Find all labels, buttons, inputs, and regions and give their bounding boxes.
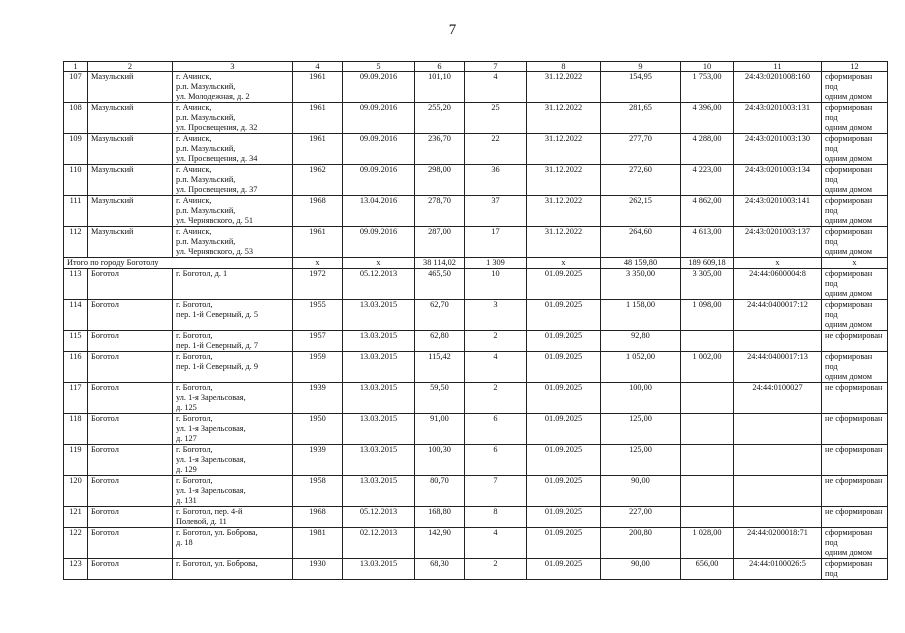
cell-land-area: 125,00 [601,445,681,476]
cell-cadastral-value [681,331,734,352]
cell-land-area: 125,00 [601,414,681,445]
column-header-3: 3 [173,62,293,72]
cell-residents-count: 6 [465,445,527,476]
cell-address: г. Ачинск, р.п. Мазульский, ул. Просвещения, д. 32 [173,103,293,134]
cell-land-status: не сформирован [822,507,888,528]
table-row [64,103,888,134]
cell-cadastral-number: 24:44:0100026:5 [734,559,822,580]
cell-address: г. Боготол, пер. 1-й Северный, д. 7 [173,331,293,352]
cell-row-number: 122 [64,528,88,559]
cell-row-number: 119 [64,445,88,476]
cell-residents-count: 36 [465,165,527,196]
cell-living-area: 62,80 [415,331,465,352]
cell-land-status: не сформирован [822,445,888,476]
cell-row-number: 109 [64,134,88,165]
cell-address: г. Ачинск, р.п. Мазульский, ул. Просвещения, д. 37 [173,165,293,196]
cell-address: г. Боготол, ул. 1-я Зарельсовая, д. 125 [173,383,293,414]
cell-land-area: 1 158,00 [601,300,681,331]
cell-residents-count: 37 [465,196,527,227]
cell-cadastral-value [681,507,734,528]
cell-residents-count: 6 [465,414,527,445]
cell-resettlement-deadline: 01.09.2025 [527,476,601,507]
cell-row-number: 113 [64,269,88,300]
table-row [64,476,888,507]
cell-land-status: сформирован под одним домом [822,528,888,559]
cell-land-area: 227,00 [601,507,681,528]
cell-land-area: 264,60 [601,227,681,258]
cell-recognition-date: 13.03.2015 [343,331,415,352]
cell-land-area: 281,65 [601,103,681,134]
cell-recognition-date: 13.04.2016 [343,196,415,227]
cell-resettlement-deadline: 01.09.2025 [527,269,601,300]
subtotal-cell-c10: 189 609,18 [681,258,734,269]
cell-resettlement-deadline: 31.12.2022 [527,165,601,196]
column-header-5: 5 [343,62,415,72]
cell-residents-count: 10 [465,269,527,300]
cell-year-built: 1955 [293,300,343,331]
cell-residents-count: 17 [465,227,527,258]
table-row [64,445,888,476]
cell-land-status: не сформирован [822,383,888,414]
cell-land-status: сформирован под одним домом [822,196,888,227]
cell-cadastral-number [734,445,822,476]
subtotal-label: Итого по городу Боготолу [64,258,293,269]
cell-residents-count: 22 [465,134,527,165]
cell-cadastral-value: 4 396,00 [681,103,734,134]
cell-row-number: 118 [64,414,88,445]
cell-cadastral-number [734,414,822,445]
cell-cadastral-value [681,445,734,476]
cell-district: Боготол [88,352,173,383]
cell-row-number: 116 [64,352,88,383]
cell-living-area: 91,00 [415,414,465,445]
table-row [64,196,888,227]
cell-district: Боготол [88,300,173,331]
table-row [64,331,888,352]
cell-recognition-date: 13.03.2015 [343,559,415,580]
cell-recognition-date: 05.12.2013 [343,269,415,300]
cell-cadastral-value: 1 753,00 [681,72,734,103]
cell-cadastral-number [734,331,822,352]
cell-district: Мазульский [88,196,173,227]
cell-district: Боготол [88,383,173,414]
cell-row-number: 112 [64,227,88,258]
cell-cadastral-value: 4 288,00 [681,134,734,165]
table-row [64,165,888,196]
cell-land-status: сформирован под одним домом [822,227,888,258]
cell-resettlement-deadline: 31.12.2022 [527,134,601,165]
cell-recognition-date: 13.03.2015 [343,352,415,383]
cell-land-status: сформирован под одним домом [822,72,888,103]
table-row [64,72,888,103]
cell-address: г. Боготол, пер. 1-й Северный, д. 5 [173,300,293,331]
cell-district: Боготол [88,445,173,476]
column-header-9: 9 [601,62,681,72]
cell-cadastral-number: 24:44:0400017:12 [734,300,822,331]
cell-cadastral-value: 1 002,00 [681,352,734,383]
cell-year-built: 1961 [293,72,343,103]
cell-recognition-date: 13.03.2015 [343,476,415,507]
cell-cadastral-number: 24:44:0100027 [734,383,822,414]
cell-address: г. Ачинск, р.п. Мазульский, ул. Молодежная, д. 2 [173,72,293,103]
cell-cadastral-number: 24:44:0400017:13 [734,352,822,383]
cell-address: г. Боготол, пер. 4-й Полевой, д. 11 [173,507,293,528]
cell-residents-count: 4 [465,72,527,103]
cell-address: г. Ачинск, р.п. Мазульский, ул. Чернявского, д. 51 [173,196,293,227]
column-header-6: 6 [415,62,465,72]
cell-land-status: сформирован под одним домом [822,352,888,383]
cell-district: Боготол [88,331,173,352]
cell-land-status: сформирован под одним домом [822,134,888,165]
cell-address: г. Ачинск, р.п. Мазульский, ул. Чернявского, д. 53 [173,227,293,258]
cell-land-status: не сформирован [822,476,888,507]
cell-year-built: 1961 [293,134,343,165]
cell-land-area: 272,60 [601,165,681,196]
subtotal-cell-c5: х [343,258,415,269]
cell-district: Мазульский [88,165,173,196]
cell-living-area: 115,42 [415,352,465,383]
cell-land-status: сформирован под одним домом [822,300,888,331]
cell-cadastral-value: 4 223,00 [681,165,734,196]
cell-row-number: 110 [64,165,88,196]
cell-year-built: 1968 [293,507,343,528]
cell-residents-count: 2 [465,331,527,352]
cell-year-built: 1958 [293,476,343,507]
cell-cadastral-number: 24:43:0201003:134 [734,165,822,196]
cell-living-area: 142,90 [415,528,465,559]
housing-table [63,61,888,580]
cell-living-area: 101,10 [415,72,465,103]
cell-land-area: 154,95 [601,72,681,103]
cell-year-built: 1959 [293,352,343,383]
cell-resettlement-deadline: 01.09.2025 [527,383,601,414]
cell-land-area: 90,00 [601,476,681,507]
column-header-2: 2 [88,62,173,72]
table-row [64,383,888,414]
cell-resettlement-deadline: 31.12.2022 [527,227,601,258]
cell-year-built: 1930 [293,559,343,580]
cell-row-number: 115 [64,331,88,352]
cell-recognition-date: 09.09.2016 [343,227,415,258]
cell-year-built: 1957 [293,331,343,352]
cell-resettlement-deadline: 01.09.2025 [527,414,601,445]
cell-year-built: 1961 [293,103,343,134]
subtotal-cell-c8: х [527,258,601,269]
table-row [64,414,888,445]
cell-row-number: 121 [64,507,88,528]
cell-address: г. Боготол, ул. 1-я Зарельсовая, д. 127 [173,414,293,445]
cell-land-area: 100,00 [601,383,681,414]
cell-land-status: сформирован под одним домом [822,103,888,134]
cell-land-area: 3 350,00 [601,269,681,300]
cell-resettlement-deadline: 01.09.2025 [527,528,601,559]
cell-year-built: 1972 [293,269,343,300]
cell-recognition-date: 09.09.2016 [343,134,415,165]
cell-year-built: 1968 [293,196,343,227]
cell-residents-count: 4 [465,528,527,559]
cell-district: Мазульский [88,72,173,103]
cell-address: г. Боготол, ул. 1-я Зарельсовая, д. 131 [173,476,293,507]
cell-address: г. Боготол, ул. Боброва, [173,559,293,580]
cell-cadastral-value: 4 862,00 [681,196,734,227]
column-number-row [64,62,888,72]
cell-row-number: 114 [64,300,88,331]
cell-living-area: 100,30 [415,445,465,476]
cell-living-area: 59,50 [415,383,465,414]
cell-district: Мазульский [88,227,173,258]
cell-living-area: 287,00 [415,227,465,258]
cell-resettlement-deadline: 01.09.2025 [527,445,601,476]
cell-resettlement-deadline: 31.12.2022 [527,72,601,103]
cell-district: Мазульский [88,103,173,134]
table-row [64,528,888,559]
cell-resettlement-deadline: 31.12.2022 [527,103,601,134]
subtotal-cell-c4: х [293,258,343,269]
cell-cadastral-value: 1 098,00 [681,300,734,331]
cell-recognition-date: 09.09.2016 [343,103,415,134]
cell-year-built: 1939 [293,383,343,414]
cell-cadastral-number [734,507,822,528]
cell-district: Боготол [88,559,173,580]
cell-row-number: 111 [64,196,88,227]
cell-residents-count: 2 [465,559,527,580]
column-header-4: 4 [293,62,343,72]
cell-cadastral-number: 24:43:0201003:141 [734,196,822,227]
subtotal-cell-c11: х [734,258,822,269]
cell-living-area: 278,70 [415,196,465,227]
cell-row-number: 120 [64,476,88,507]
table-row [64,352,888,383]
cell-cadastral-value [681,414,734,445]
cell-resettlement-deadline: 01.09.2025 [527,300,601,331]
cell-resettlement-deadline: 01.09.2025 [527,331,601,352]
cell-district: Боготол [88,414,173,445]
table-row [64,227,888,258]
subtotal-row [64,258,888,269]
table-row [64,300,888,331]
cell-resettlement-deadline: 01.09.2025 [527,352,601,383]
cell-cadastral-number: 24:43:0201003:131 [734,103,822,134]
page-number: 7 [448,22,457,38]
cell-cadastral-number: 24:43:0201003:130 [734,134,822,165]
cell-land-status: сформирован под одним домом [822,165,888,196]
cell-recognition-date: 02.12.2013 [343,528,415,559]
cell-land-status: сформирован под [822,559,888,580]
cell-land-status: не сформирован [822,414,888,445]
cell-recognition-date: 09.09.2016 [343,72,415,103]
column-header-1: 1 [64,62,88,72]
cell-cadastral-number: 24:43:0201003:137 [734,227,822,258]
column-header-12: 12 [822,62,888,72]
cell-address: г. Боготол, ул. Боброва, д. 18 [173,528,293,559]
cell-year-built: 1981 [293,528,343,559]
cell-cadastral-value [681,476,734,507]
cell-resettlement-deadline: 31.12.2022 [527,196,601,227]
cell-living-area: 62,70 [415,300,465,331]
cell-cadastral-value [681,383,734,414]
cell-living-area: 80,70 [415,476,465,507]
cell-living-area: 298,00 [415,165,465,196]
table-row [64,507,888,528]
cell-land-area: 277,70 [601,134,681,165]
cell-land-area: 200,80 [601,528,681,559]
cell-district: Боготол [88,476,173,507]
table-row [64,134,888,165]
cell-address: г. Боготол, д. 1 [173,269,293,300]
table-row [64,559,888,580]
cell-residents-count: 4 [465,352,527,383]
cell-land-status: не сформирован [822,331,888,352]
cell-land-area: 1 052,00 [601,352,681,383]
column-header-10: 10 [681,62,734,72]
cell-year-built: 1962 [293,165,343,196]
cell-recognition-date: 13.03.2015 [343,445,415,476]
cell-resettlement-deadline: 01.09.2025 [527,559,601,580]
cell-cadastral-value: 4 613,00 [681,227,734,258]
column-header-7: 7 [465,62,527,72]
cell-row-number: 117 [64,383,88,414]
cell-living-area: 68,30 [415,559,465,580]
cell-land-status: сформирован под одним домом [822,269,888,300]
cell-address: г. Боготол, пер. 1-й Северный, д. 9 [173,352,293,383]
cell-recognition-date: 13.03.2015 [343,414,415,445]
cell-cadastral-number: 24:44:0200018:71 [734,528,822,559]
cell-district: Мазульский [88,134,173,165]
cell-residents-count: 8 [465,507,527,528]
cell-residents-count: 2 [465,383,527,414]
cell-residents-count: 7 [465,476,527,507]
cell-address: г. Ачинск, р.п. Мазульский, ул. Просвещения, д. 34 [173,134,293,165]
cell-cadastral-value: 3 305,00 [681,269,734,300]
cell-address: г. Боготол, ул. 1-я Зарельсовая, д. 129 [173,445,293,476]
cell-recognition-date: 13.03.2015 [343,383,415,414]
cell-row-number: 107 [64,72,88,103]
cell-cadastral-value: 656,00 [681,559,734,580]
cell-year-built: 1950 [293,414,343,445]
cell-land-area: 92,80 [601,331,681,352]
column-header-11: 11 [734,62,822,72]
cell-land-area: 262,15 [601,196,681,227]
cell-living-area: 168,80 [415,507,465,528]
cell-cadastral-number: 24:44:0600004:8 [734,269,822,300]
cell-cadastral-number [734,476,822,507]
cell-residents-count: 3 [465,300,527,331]
cell-district: Боготол [88,528,173,559]
subtotal-cell-c6: 38 114,02 [415,258,465,269]
subtotal-cell-c7: 1 309 [465,258,527,269]
subtotal-cell-c9: 48 159,80 [601,258,681,269]
cell-district: Боготол [88,269,173,300]
cell-recognition-date: 05.12.2013 [343,507,415,528]
cell-living-area: 465,50 [415,269,465,300]
cell-recognition-date: 13.03.2015 [343,300,415,331]
cell-residents-count: 25 [465,103,527,134]
cell-district: Боготол [88,507,173,528]
cell-living-area: 236,70 [415,134,465,165]
cell-row-number: 123 [64,559,88,580]
table-row [64,269,888,300]
cell-living-area: 255,20 [415,103,465,134]
subtotal-cell-c12: х [822,258,888,269]
cell-land-area: 90,00 [601,559,681,580]
cell-cadastral-value: 1 028,00 [681,528,734,559]
cell-resettlement-deadline: 01.09.2025 [527,507,601,528]
column-header-8: 8 [527,62,601,72]
cell-row-number: 108 [64,103,88,134]
cell-recognition-date: 09.09.2016 [343,165,415,196]
cell-cadastral-number: 24:43:0201008:160 [734,72,822,103]
cell-year-built: 1939 [293,445,343,476]
cell-year-built: 1961 [293,227,343,258]
